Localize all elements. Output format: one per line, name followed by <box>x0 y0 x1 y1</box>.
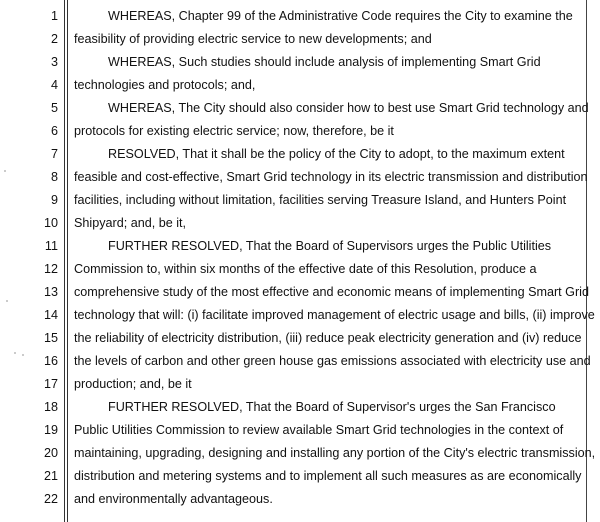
document-line <box>0 51 600 74</box>
line-text: distribution and metering systems and to implement all such measures as are economically <box>74 469 582 483</box>
line-number: 12 <box>43 262 58 276</box>
line-number: 8 <box>50 170 58 184</box>
line-text: production; and, be it <box>74 377 192 391</box>
document-line <box>0 373 600 396</box>
line-number: 5 <box>50 101 58 115</box>
line-number: 3 <box>50 55 58 69</box>
line-number: 9 <box>50 193 58 207</box>
scan-speck <box>14 352 16 354</box>
document-line <box>0 143 600 166</box>
document-line <box>0 97 600 120</box>
line-number: 18 <box>43 400 58 414</box>
document-line <box>0 281 600 304</box>
line-text: comprehensive study of the most effective and economic means of implementing Smart Grid <box>74 285 589 299</box>
line-number: 15 <box>43 331 58 345</box>
line-number: 17 <box>43 377 58 391</box>
scan-speck <box>4 170 6 172</box>
document-line <box>0 74 600 97</box>
line-text: maintaining, upgrading, designing and installing any portion of the City's electric transmission, <box>74 446 596 460</box>
line-number: 20 <box>43 446 58 460</box>
document-line <box>0 5 600 28</box>
line-text: WHEREAS, Such studies should include analysis of implementing Smart Grid <box>108 55 541 69</box>
line-text: feasible and cost-effective, Smart Grid technology in its electric transmission and distribution <box>74 170 588 184</box>
document-line <box>0 327 600 350</box>
scan-speck <box>22 354 24 356</box>
line-text: technologies and protocols; and, <box>74 78 256 92</box>
document-line <box>0 166 600 189</box>
line-number: 19 <box>43 423 58 437</box>
document-line <box>0 258 600 281</box>
document-line <box>0 304 600 327</box>
line-number: 4 <box>50 78 58 92</box>
document-line <box>0 350 600 373</box>
document-line <box>0 120 600 143</box>
line-text: and environmentally advantageous. <box>74 492 273 506</box>
document-line <box>0 212 600 235</box>
line-number: 14 <box>43 308 58 322</box>
line-number: 13 <box>43 285 58 299</box>
line-text: facilities, including without limitation, facilities serving Treasure Island, and Hunters Point <box>74 193 567 207</box>
line-text: Public Utilities Commission to review available Smart Grid technologies in the context of <box>74 423 564 437</box>
line-text: FURTHER RESOLVED, That the Board of Supervisors urges the Public Utilities <box>108 239 552 253</box>
line-number: 6 <box>50 124 58 138</box>
scan-speck <box>6 300 8 302</box>
line-number: 2 <box>50 32 58 46</box>
line-text: Commission to, within six months of the effective date of this Resolution, produce a <box>74 262 537 276</box>
line-text: the reliability of electricity distribution, (iii) reduce peak electricity generation and (iv) reduce <box>74 331 582 345</box>
document-line <box>0 419 600 442</box>
line-text: FURTHER RESOLVED, That the Board of Supervisor's urges the San Francisco <box>108 400 556 414</box>
document-line <box>0 488 600 511</box>
line-number: 21 <box>43 469 58 483</box>
line-text: technology that will: (i) facilitate improved management of electric usage and bills, (ii) improve <box>74 308 595 322</box>
line-text: the levels of carbon and other green house gas emissions associated with electricity use and <box>74 354 591 368</box>
line-number: 22 <box>43 492 58 506</box>
line-number: 1 <box>50 9 58 23</box>
document-line <box>0 396 600 419</box>
line-text: feasibility of providing electric service to new developments; and <box>74 32 432 46</box>
line-number: 11 <box>44 239 58 253</box>
line-text: WHEREAS, The City should also consider how to best use Smart Grid technology and <box>108 101 589 115</box>
document-line <box>0 465 600 488</box>
line-text: Shipyard; and, be it, <box>74 216 187 230</box>
line-number: 16 <box>43 354 58 368</box>
line-number: 7 <box>50 147 58 161</box>
document-line <box>0 442 600 465</box>
line-text: protocols for existing electric service; now, therefore, be it <box>74 124 394 138</box>
line-number: 10 <box>43 216 58 230</box>
document-line <box>0 235 600 258</box>
document-line <box>0 28 600 51</box>
line-text: WHEREAS, Chapter 99 of the Administrative Code requires the City to examine the <box>108 9 573 23</box>
document-line <box>0 189 600 212</box>
line-text: RESOLVED, That it shall be the policy of the City to adopt, to the maximum extent <box>108 147 565 161</box>
